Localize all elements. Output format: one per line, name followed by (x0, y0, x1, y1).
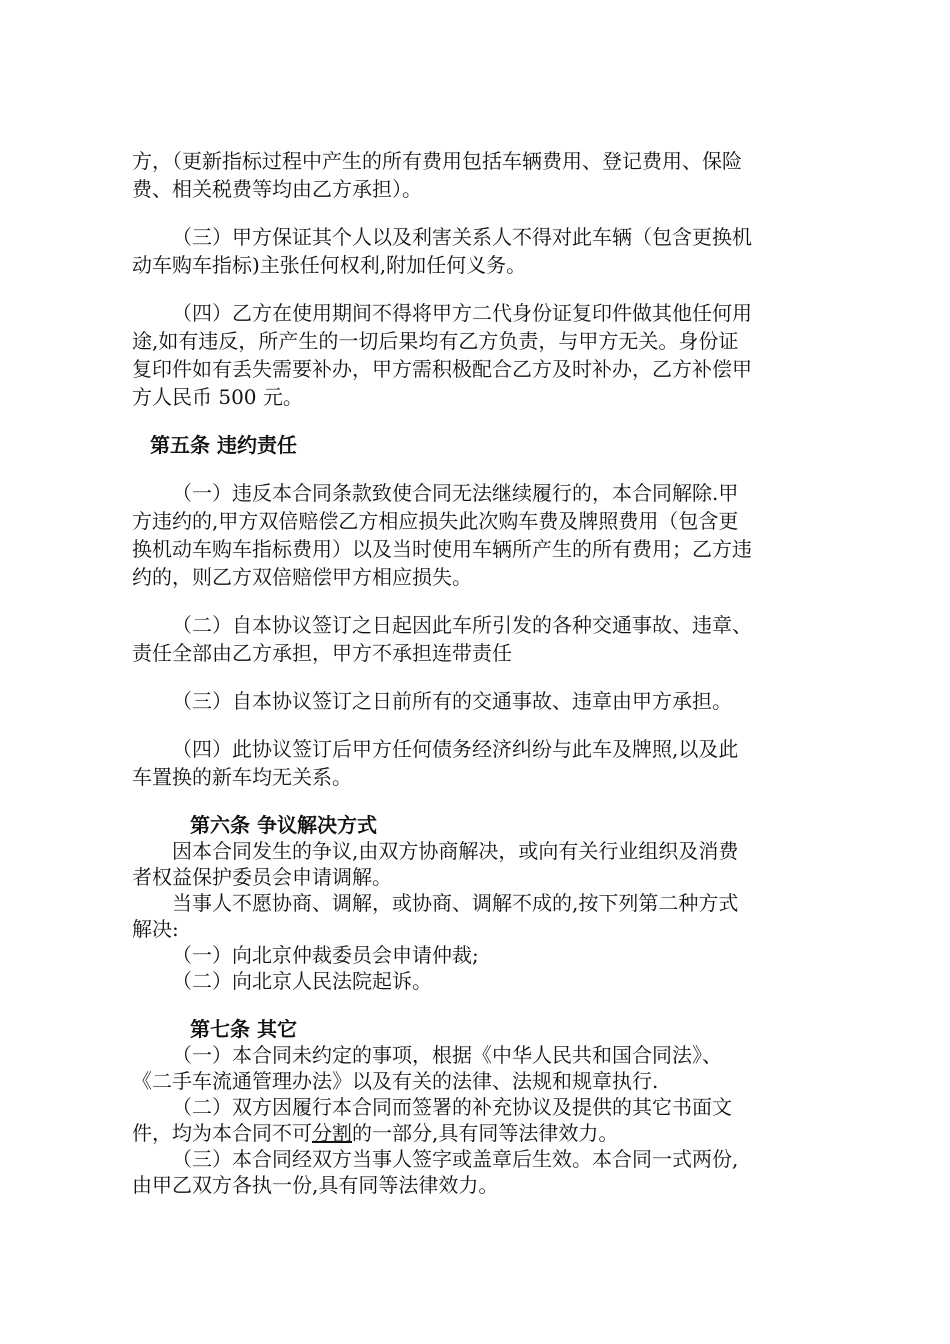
section-heading-7: 第七条 其它 (190, 1017, 297, 1041)
text-line: 约的，则乙方双倍赔偿甲方相应损失。 (132, 565, 472, 589)
clause-3-line: （三）甲方保证其个人以及利害关系人不得对此车辆（包含更换机 (172, 225, 752, 249)
text-line: 费、相关税费等均由乙方承担）。 (132, 177, 422, 201)
text-line: 复印件如有丢失需要补办，甲方需积极配合乙方及时补办，乙方补偿甲 (132, 357, 752, 381)
text-line (132, 1120, 618, 1146)
clause-2-line: （二）双方因履行本合同而签署的补充协议及提供的其它书面文 (172, 1095, 732, 1119)
underlined-term: 分割 (312, 1121, 352, 1145)
clause-1-line: （一）违反本合同条款致使合同无法继续履行的，本合同解除.甲 (172, 481, 739, 505)
text-line: 方违约的,甲方双倍赔偿乙方相应损失此次购车费及牌照费用（包含更 (132, 509, 739, 533)
text-line: 当事人不愿协商、调解，或协商、调解不成的,按下列第二种方式 (172, 891, 739, 915)
text-line: 解决: (132, 917, 179, 941)
text-line: 方，（更新指标过程中产生的所有费用包括车辆费用、登记费用、保险 (132, 149, 742, 173)
clause-2-line: （二）自本协议签订之日起因此车所引发的各种交通事故、违章、 (172, 613, 752, 637)
option-2-line: （二）向北京人民法院起诉。 (172, 969, 432, 993)
clause-3-line: （三）自本协议签订之日前所有的交通事故、违章由甲方承担。 (172, 689, 732, 713)
text-segment: 的一部分,具有同等法律效力。 (352, 1121, 619, 1145)
option-1-line: （一）向北京仲裁委员会申请仲裁; (172, 943, 479, 967)
text-line: 责任全部由乙方承担，甲方不承担连带责任 (132, 641, 512, 665)
text-line: 车置换的新车均无关系。 (132, 765, 352, 789)
text-line: 方人民币 500 元。 (132, 385, 303, 409)
text-line: 由甲乙双方各执一份,具有同等法律效力。 (132, 1173, 499, 1197)
text-segment: 件，均为本合同不可 (132, 1121, 312, 1145)
text-line: 途,如有违反，所产生的一切后果均有乙方负责，与甲方无关。身份证 (132, 329, 739, 353)
section-heading-6: 第六条 争议解决方式 (190, 813, 377, 837)
text-line: 换机动车购车指标费用）以及当时使用车辆所产生的所有费用；乙方违 (132, 537, 752, 561)
text-line: 因本合同发生的争议,由双方协商解决，或向有关行业组织及消费 (172, 839, 739, 863)
text-line: 《二手车流通管理办法》以及有关的法律、法规和规章执行. (132, 1069, 659, 1093)
clause-3-line: （三）本合同经双方当事人签字或盖章后生效。本合同一式两份, (172, 1147, 739, 1171)
clause-4-line: （四）乙方在使用期间不得将甲方二代身份证复印件做其他任何用 (172, 301, 752, 325)
text-line: 动车购车指标)主张任何权利,附加任何义务。 (132, 253, 527, 277)
clause-1-line: （一）本合同未约定的事项，根据《中华人民共和国合同法》、 (172, 1043, 722, 1067)
text-line: 者权益保护委员会申请调解。 (132, 865, 392, 889)
section-heading-5: 第五条 违约责任 (150, 433, 297, 457)
clause-4-line: （四）此协议签订后甲方任何债务经济纠纷与此车及牌照,以及此 (172, 737, 739, 761)
